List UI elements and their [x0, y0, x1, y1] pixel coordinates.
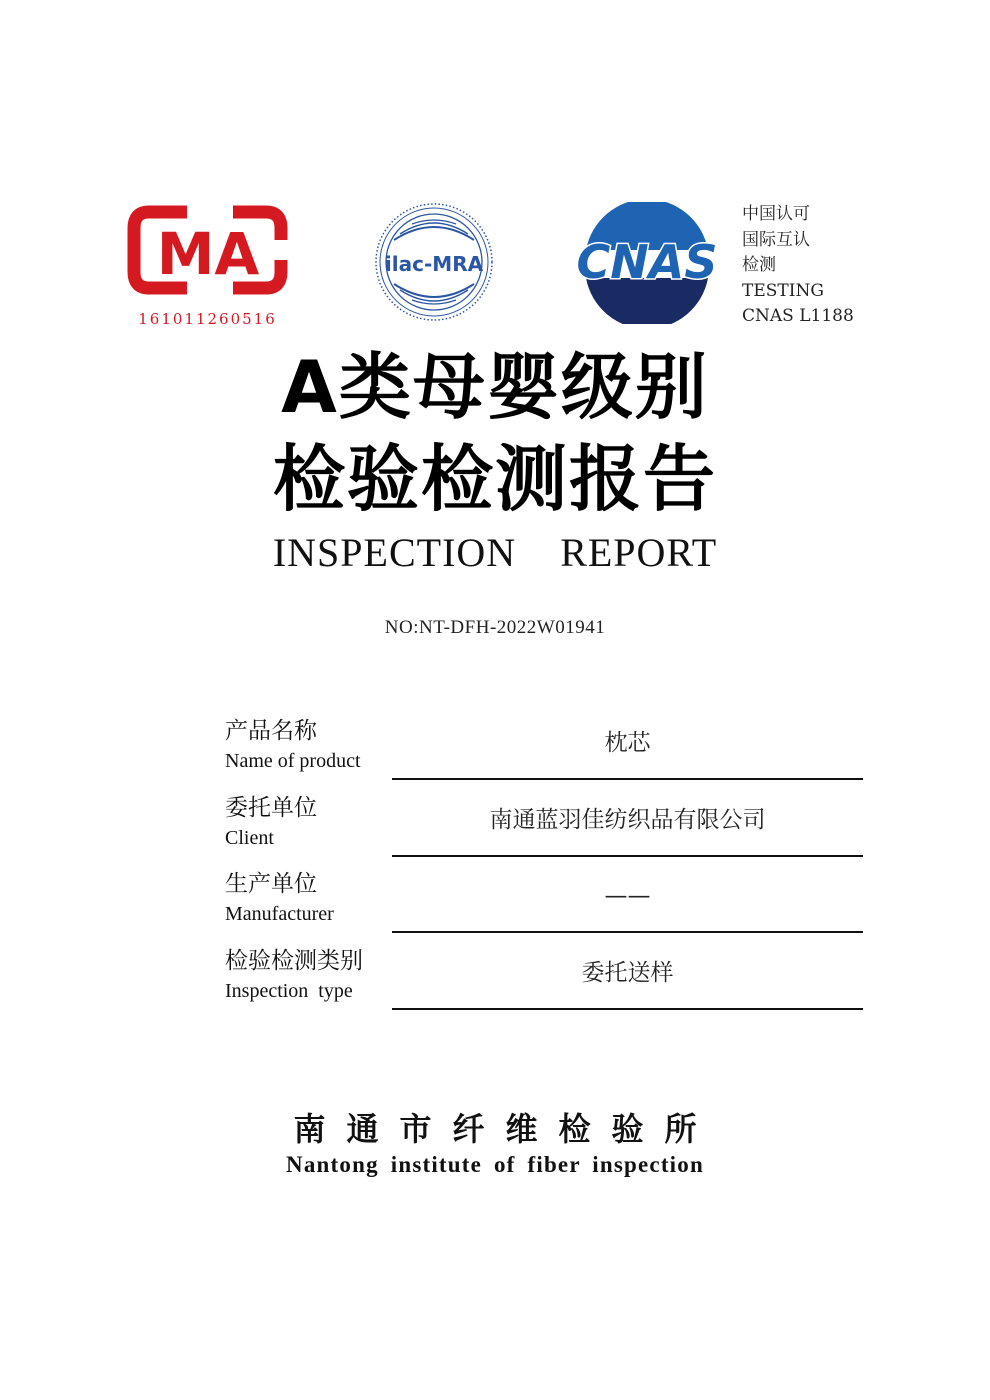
institute-name-cn: 南通市纤维检验所	[293, 1110, 718, 1148]
cma-registration-number: 161011260516	[138, 310, 277, 328]
field-row-inspection-type	[225, 946, 865, 1016]
field-label-en: Name of product	[225, 750, 361, 772]
field-row-client	[225, 793, 865, 863]
report-title-english	[0, 528, 990, 578]
field-label-en: Inspection type	[225, 980, 353, 1002]
institute-name-en: Nantong institute of fiber inspection	[286, 1152, 704, 1177]
report-title-line-2: 检验检测报告	[272, 437, 717, 521]
field-label-en: Manufacturer	[225, 903, 334, 925]
cnas-logo	[572, 202, 722, 324]
report-title-english-part2: REPORT	[560, 530, 718, 575]
report-title-english-part1: INSPECTION	[272, 530, 517, 575]
field-label-cn: 产品名称	[225, 718, 317, 744]
field-row-manufacturer	[225, 869, 865, 939]
ilac-mra-text: ilac-MRA	[384, 252, 484, 276]
cma-logo	[125, 200, 290, 300]
report-title-line-1: A类母婴级别	[281, 345, 709, 429]
field-row-product	[225, 716, 865, 786]
field-value-inspection-type: 委托送样	[581, 960, 674, 986]
field-label-cn: 委托单位	[225, 795, 317, 821]
cnas-caption	[742, 202, 854, 330]
field-label-en: Client	[225, 827, 274, 849]
field-underline	[392, 855, 863, 857]
cnas-caption-line: 国际互认	[742, 229, 810, 250]
field-label-cn: 检验检测类别	[225, 948, 363, 974]
report-number: NO:NT-DFH-2022W01941	[384, 617, 606, 638]
field-value-client: 南通蓝羽佳纺织品有限公司	[489, 807, 766, 833]
cma-letters: MA	[156, 220, 260, 288]
field-label-cn: 生产单位	[225, 871, 317, 897]
field-underline	[392, 1008, 863, 1010]
field-underline	[392, 778, 863, 780]
cnas-caption-line: 检测	[742, 255, 776, 275]
cnas-caption-line: CNAS L1188	[742, 306, 854, 326]
cnas-caption-line: 中国认可	[742, 204, 810, 224]
field-value-product: 枕芯	[604, 730, 651, 756]
ilac-mra-logo	[372, 200, 496, 324]
cnas-text: CNAS	[576, 235, 718, 289]
cnas-caption-line: TESTING	[742, 280, 824, 301]
field-underline	[392, 931, 863, 933]
field-value-manufacturer: ——	[604, 883, 651, 909]
